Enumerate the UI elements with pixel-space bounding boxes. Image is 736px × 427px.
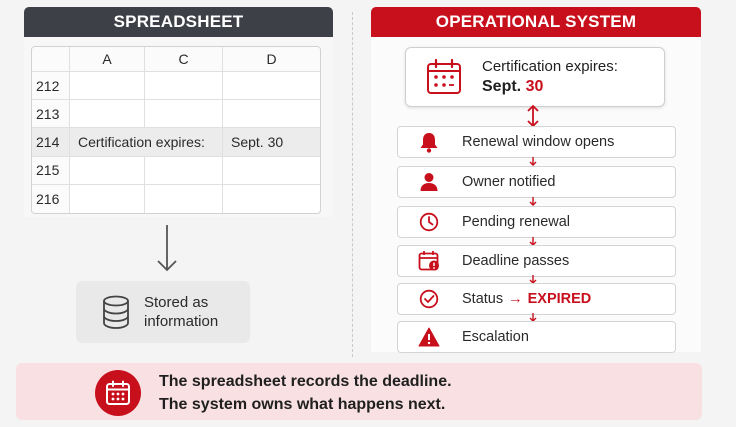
bidirectional-arrow-icon [525, 104, 541, 128]
step-label: Deadline passes [462, 253, 570, 269]
check-circle-icon [418, 288, 440, 310]
certification-box [405, 47, 665, 107]
down-arrow-icon [155, 224, 179, 274]
status-expired: EXPIRED [527, 291, 592, 307]
step-arrow-icon [529, 157, 537, 166]
cell-certification-label: Certification expires: [70, 128, 223, 156]
warning-icon [418, 326, 440, 348]
step-label: Escalation [462, 329, 529, 345]
step-escalation [397, 321, 676, 353]
cell [223, 100, 320, 128]
cell [223, 185, 320, 213]
database-icon [102, 295, 130, 329]
step-status-expired [397, 283, 676, 315]
cell [145, 72, 223, 100]
row-number: 213 [32, 100, 70, 128]
banner-line-1: The spreadsheet records the deadline. [159, 373, 452, 390]
row-number: 215 [32, 157, 70, 185]
operational-panel-title [371, 7, 701, 37]
stored-line-1: Stored as [144, 294, 209, 311]
spreadsheet-panel-title [24, 7, 333, 37]
bell-icon [418, 131, 440, 153]
banner-line-2: The system owns what happens next. [159, 396, 446, 413]
certification-day: 30 [525, 78, 544, 95]
certification-month: Sept. [482, 78, 522, 95]
cell [223, 157, 320, 185]
column-header-d: D [223, 47, 320, 72]
person-icon [418, 171, 440, 193]
step-label: Owner notified [462, 174, 556, 190]
row-number: 212 [32, 72, 70, 100]
cell [145, 157, 223, 185]
certification-date [482, 78, 543, 96]
cell [145, 185, 223, 213]
step-arrow-icon [529, 197, 537, 206]
row-number: 216 [32, 185, 70, 213]
step-label: Pending renewal [462, 214, 571, 230]
cell [70, 100, 145, 128]
step-renewal-window [397, 126, 676, 158]
cell [70, 72, 145, 100]
calendar-badge-icon [95, 370, 141, 416]
spreadsheet-grid [31, 46, 321, 214]
operational-title: OPERATIONAL SYSTEM [435, 12, 637, 31]
cell [70, 185, 145, 213]
calendar-alert-icon [418, 250, 440, 272]
stored-as-information-box [76, 281, 250, 343]
clock-icon [418, 211, 440, 233]
spreadsheet-title: SPREADSHEET [113, 12, 244, 31]
cell [223, 72, 320, 100]
row-number: 214 [32, 128, 70, 156]
step-label: Renewal window opens [462, 134, 615, 150]
panel-divider [352, 12, 353, 357]
summary-banner [16, 363, 702, 420]
column-header-c: C [145, 47, 223, 72]
cell-certification-date: Sept. 30 [223, 128, 320, 156]
cell [145, 100, 223, 128]
cell [70, 157, 145, 185]
step-pending-renewal [397, 206, 676, 238]
step-label: Status [462, 291, 504, 307]
corner-cell [32, 47, 70, 72]
column-header-a: A [70, 47, 145, 72]
step-deadline-passes [397, 245, 676, 277]
stored-line-2: information [144, 313, 219, 330]
calendar-icon [425, 58, 463, 96]
certification-label: Certification expires: [482, 58, 618, 75]
status-arrow: → [508, 291, 523, 307]
step-owner-notified [397, 166, 676, 198]
